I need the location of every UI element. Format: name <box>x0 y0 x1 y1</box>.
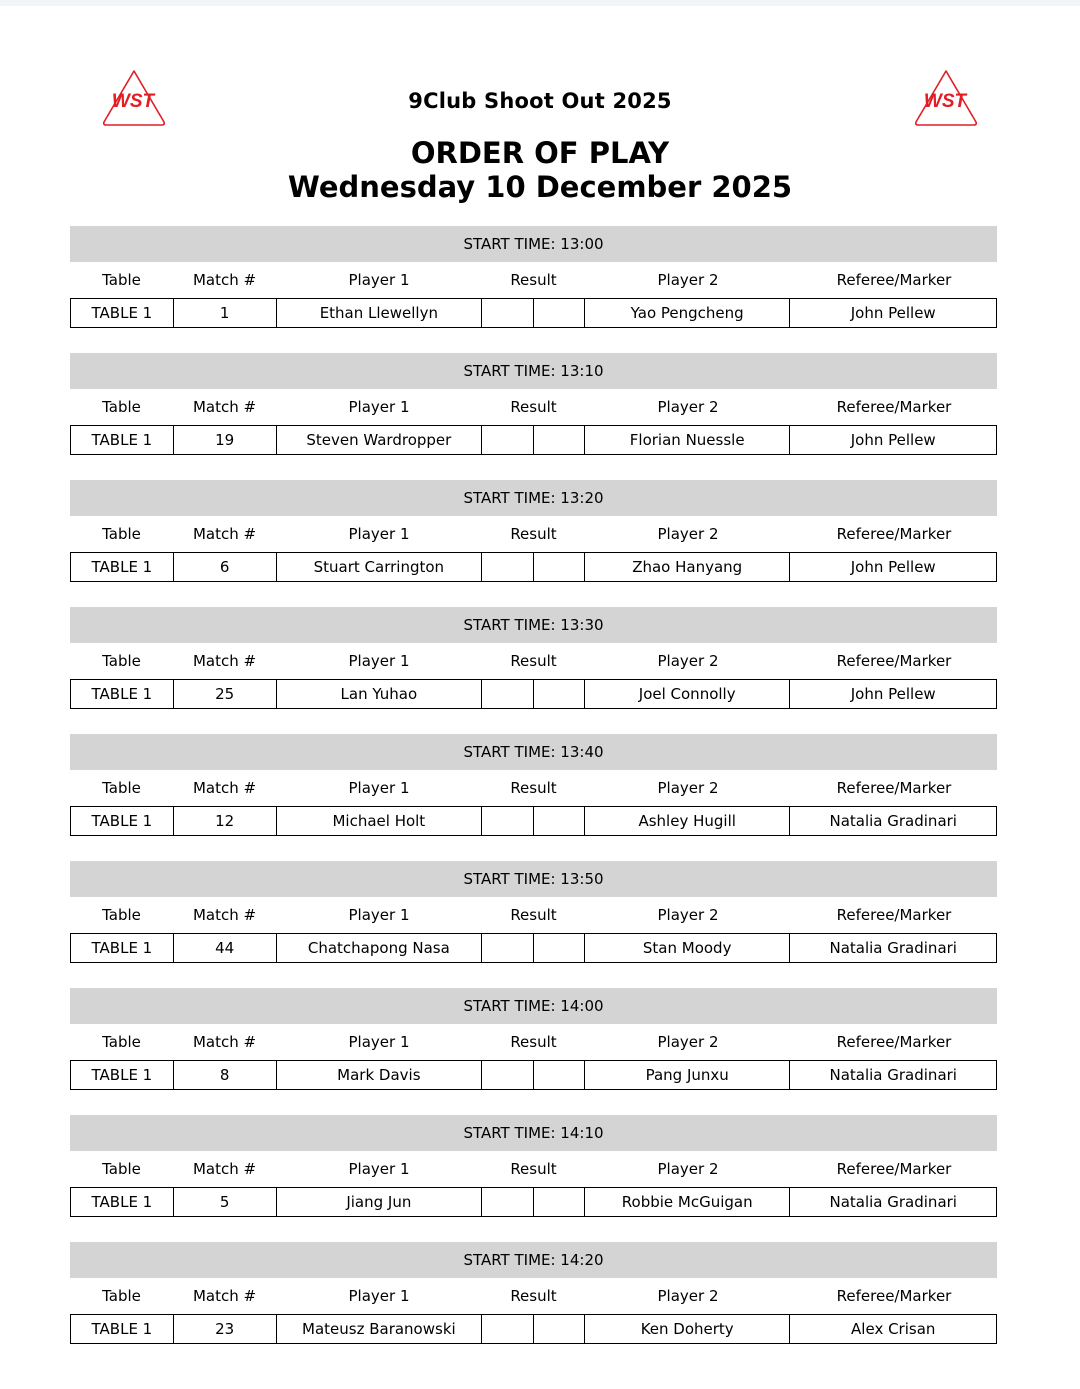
session-block <box>70 1242 997 1369</box>
col-table-header: Table <box>102 652 141 670</box>
referee-cell: Alex Crisan <box>851 1320 936 1338</box>
col-match-header: Match # <box>192 906 257 924</box>
match-number-cell: 44 <box>174 934 277 962</box>
player1-cell: Mateusz Baranowski <box>277 1315 483 1343</box>
col-result-header: Result <box>510 1287 557 1305</box>
player2-score-cell <box>534 934 585 962</box>
col-player1-header: Player 1 <box>348 906 410 924</box>
referee-cell: Natalia Gradinari <box>829 812 957 830</box>
table-cell: TABLE 1 <box>71 1315 174 1343</box>
player1-score-cell <box>482 1188 534 1216</box>
col-player2-header: Player 2 <box>657 398 719 416</box>
col-player2-header: Player 2 <box>657 1160 719 1178</box>
player2-cell: Joel Connolly <box>585 680 791 708</box>
player1-cell: Ethan Llewellyn <box>277 299 483 327</box>
match-row <box>70 806 997 836</box>
col-player1-header: Player 1 <box>348 1160 410 1178</box>
player2-cell: Stan Moody <box>585 934 791 962</box>
column-headers <box>70 770 997 806</box>
table-cell: TABLE 1 <box>71 1188 174 1216</box>
col-referee-header: Referee/Marker <box>836 1033 952 1051</box>
start-time-bar: START TIME: 13:00 <box>70 226 997 262</box>
player2-cell: Ken Doherty <box>585 1315 791 1343</box>
svg-text:WST: WST <box>923 91 967 112</box>
player2-score-cell <box>534 1061 585 1089</box>
player1-score-cell <box>482 934 534 962</box>
col-result-header: Result <box>510 1033 557 1051</box>
table-cell: TABLE 1 <box>71 807 174 835</box>
match-row <box>70 1314 997 1344</box>
column-headers <box>70 389 997 425</box>
player2-cell: Florian Nuessle <box>585 426 791 454</box>
player1-score-cell <box>482 1061 534 1089</box>
session-block <box>70 988 997 1115</box>
col-match-header: Match # <box>192 398 257 416</box>
col-player2-header: Player 2 <box>657 1287 719 1305</box>
col-player2-header: Player 2 <box>657 779 719 797</box>
player1-cell: Jiang Jun <box>277 1188 483 1216</box>
referee-cell: Natalia Gradinari <box>829 939 957 957</box>
col-player1-header: Player 1 <box>348 271 410 289</box>
col-result-header: Result <box>510 271 557 289</box>
session-block <box>70 226 997 353</box>
col-table-header: Table <box>102 906 141 924</box>
col-referee-header: Referee/Marker <box>836 398 952 416</box>
referee-cell: John Pellew <box>850 304 936 322</box>
sessions-list <box>70 226 997 1369</box>
col-referee-header: Referee/Marker <box>836 779 952 797</box>
col-player1-header: Player 1 <box>348 1287 410 1305</box>
start-time-bar: START TIME: 13:10 <box>70 353 997 389</box>
player1-score-cell <box>482 426 534 454</box>
table-cell: TABLE 1 <box>71 299 174 327</box>
column-headers <box>70 1151 997 1187</box>
page-date: Wednesday 10 December 2025 <box>287 170 793 204</box>
start-time-bar: START TIME: 14:00 <box>70 988 997 1024</box>
column-headers <box>70 1024 997 1060</box>
table-cell: TABLE 1 <box>71 934 174 962</box>
session-block <box>70 1115 997 1242</box>
player1-cell: Michael Holt <box>277 807 483 835</box>
col-player2-header: Player 2 <box>657 906 719 924</box>
col-match-header: Match # <box>192 1160 257 1178</box>
player1-score-cell <box>482 807 534 835</box>
match-number-cell: 12 <box>174 807 277 835</box>
start-time-bar: START TIME: 13:40 <box>70 734 997 770</box>
player1-cell: Chatchapong Nasa <box>277 934 483 962</box>
page-title: ORDER OF PLAY <box>410 136 670 170</box>
player2-score-cell <box>534 553 585 581</box>
event-title: 9Club Shoot Out 2025 <box>408 89 672 113</box>
session-block <box>70 607 997 734</box>
col-table-header: Table <box>102 1033 141 1051</box>
match-number-cell: 5 <box>174 1188 277 1216</box>
col-match-header: Match # <box>192 271 257 289</box>
col-referee-header: Referee/Marker <box>836 525 952 543</box>
col-match-header: Match # <box>192 1287 257 1305</box>
col-referee-header: Referee/Marker <box>836 1160 952 1178</box>
session-block <box>70 734 997 861</box>
start-time-bar: START TIME: 13:20 <box>70 480 997 516</box>
player1-score-cell <box>482 299 534 327</box>
referee-cell: Natalia Gradinari <box>829 1193 957 1211</box>
col-player2-header: Player 2 <box>657 271 719 289</box>
top-bar <box>0 0 1080 6</box>
player1-score-cell <box>482 680 534 708</box>
col-player1-header: Player 1 <box>348 652 410 670</box>
col-table-header: Table <box>102 398 141 416</box>
table-cell: TABLE 1 <box>71 680 174 708</box>
start-time-bar: START TIME: 14:10 <box>70 1115 997 1151</box>
col-result-header: Result <box>510 779 557 797</box>
column-headers <box>70 897 997 933</box>
referee-cell: John Pellew <box>850 685 936 703</box>
player2-score-cell <box>534 426 585 454</box>
match-row <box>70 933 997 963</box>
column-headers <box>70 262 997 298</box>
session-block <box>70 861 997 988</box>
col-referee-header: Referee/Marker <box>836 271 952 289</box>
player2-cell: Ashley Hugill <box>585 807 791 835</box>
match-row <box>70 298 997 328</box>
player2-cell: Pang Junxu <box>585 1061 791 1089</box>
match-number-cell: 19 <box>174 426 277 454</box>
col-table-header: Table <box>102 525 141 543</box>
col-match-header: Match # <box>192 1033 257 1051</box>
col-table-header: Table <box>102 1160 141 1178</box>
table-cell: TABLE 1 <box>71 1061 174 1089</box>
table-cell: TABLE 1 <box>71 426 174 454</box>
match-row <box>70 552 997 582</box>
column-headers <box>70 516 997 552</box>
session-block <box>70 480 997 607</box>
col-result-header: Result <box>510 525 557 543</box>
col-result-header: Result <box>510 652 557 670</box>
player1-cell: Steven Wardropper <box>277 426 483 454</box>
match-row <box>70 679 997 709</box>
col-match-header: Match # <box>192 652 257 670</box>
session-block <box>70 353 997 480</box>
match-number-cell: 6 <box>174 553 277 581</box>
player2-score-cell <box>534 680 585 708</box>
col-player1-header: Player 1 <box>348 525 410 543</box>
start-time-bar: START TIME: 13:30 <box>70 607 997 643</box>
player1-score-cell <box>482 1315 534 1343</box>
col-player1-header: Player 1 <box>348 1033 410 1051</box>
match-number-cell: 1 <box>174 299 277 327</box>
player1-score-cell <box>482 553 534 581</box>
match-row <box>70 1060 997 1090</box>
col-referee-header: Referee/Marker <box>836 906 952 924</box>
match-number-cell: 25 <box>174 680 277 708</box>
player2-cell: Robbie McGuigan <box>585 1188 791 1216</box>
col-referee-header: Referee/Marker <box>836 652 952 670</box>
player2-score-cell <box>534 807 585 835</box>
player1-cell: Stuart Carrington <box>277 553 483 581</box>
col-player2-header: Player 2 <box>657 525 719 543</box>
col-referee-header: Referee/Marker <box>836 1287 952 1305</box>
col-result-header: Result <box>510 398 557 416</box>
col-match-header: Match # <box>192 525 257 543</box>
referee-cell: John Pellew <box>850 558 936 576</box>
col-result-header: Result <box>510 1160 557 1178</box>
player2-cell: Yao Pengcheng <box>585 299 791 327</box>
col-player1-header: Player 1 <box>348 398 410 416</box>
col-table-header: Table <box>102 1287 141 1305</box>
col-result-header: Result <box>510 906 557 924</box>
start-time-bar: START TIME: 13:50 <box>70 861 997 897</box>
column-headers <box>70 643 997 679</box>
col-table-header: Table <box>102 271 141 289</box>
player1-cell: Lan Yuhao <box>277 680 483 708</box>
match-row <box>70 1187 997 1217</box>
player1-cell: Mark Davis <box>277 1061 483 1089</box>
player2-score-cell <box>534 299 585 327</box>
match-number-cell: 8 <box>174 1061 277 1089</box>
player2-cell: Zhao Hanyang <box>585 553 791 581</box>
col-table-header: Table <box>102 779 141 797</box>
player2-score-cell <box>534 1315 585 1343</box>
player2-score-cell <box>534 1188 585 1216</box>
table-cell: TABLE 1 <box>71 553 174 581</box>
col-player1-header: Player 1 <box>348 779 410 797</box>
match-number-cell: 23 <box>174 1315 277 1343</box>
col-match-header: Match # <box>192 779 257 797</box>
referee-cell: Natalia Gradinari <box>829 1066 957 1084</box>
svg-text:WST: WST <box>111 91 155 112</box>
referee-cell: John Pellew <box>850 431 936 449</box>
col-player2-header: Player 2 <box>657 652 719 670</box>
column-headers <box>70 1278 997 1314</box>
match-row <box>70 425 997 455</box>
col-player2-header: Player 2 <box>657 1033 719 1051</box>
start-time-bar: START TIME: 14:20 <box>70 1242 997 1278</box>
